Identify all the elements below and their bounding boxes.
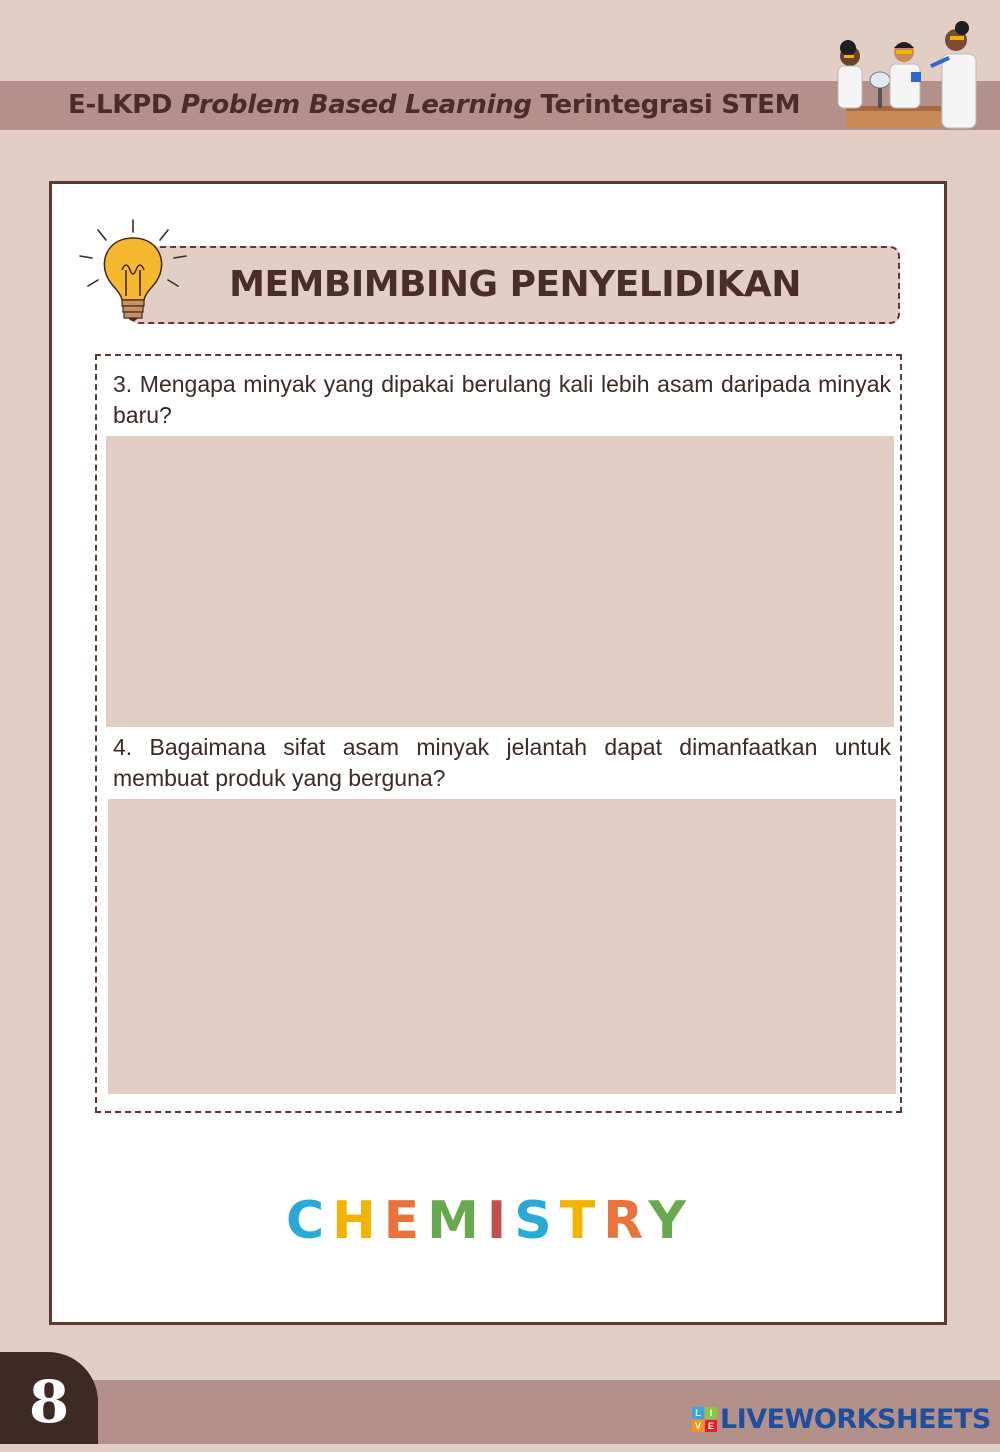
header-title-suffix: Terintegrasi STEM [531, 90, 801, 120]
chemistry-letter: S [514, 1191, 560, 1251]
chemistry-letter: C [285, 1191, 333, 1251]
question-4: 4. Bagaimana sifat asam minyak jelantah dapat dimanfaatkan untuk membuat produk yang berguna? [113, 734, 891, 791]
chemistry-word-text [286, 1191, 694, 1251]
answer-field-4[interactable] [108, 799, 896, 1094]
liveworksheets-brand: LIVEWORKSHEETS [720, 1403, 991, 1435]
logo-letter-e: E [705, 1420, 717, 1432]
lightbulb-icon [78, 218, 188, 328]
chemistry-letter: H [332, 1191, 384, 1251]
liveworksheets-logo [692, 1402, 991, 1436]
header-title [68, 86, 800, 124]
answer-field-3[interactable] [106, 436, 894, 727]
chemistry-letter: R [603, 1191, 649, 1251]
chemistry-letter: T [559, 1191, 604, 1251]
logo-letter-i: I [705, 1407, 717, 1419]
chemistry-letter: I [486, 1191, 515, 1251]
section-title: MEMBIMBING PENYELIDIKAN [229, 264, 801, 305]
chemistry-word-art [285, 1188, 695, 1251]
chemistry-letter: E [383, 1191, 428, 1251]
page-number: 8 [0, 1352, 98, 1444]
header-title-italic: Problem Based Learning [180, 90, 532, 120]
chemistry-letter: Y [648, 1191, 695, 1251]
question-3: 3. Mengapa minyak yang dipakai berulang kali lebih asam daripada minyak baru? [113, 371, 891, 428]
scientists-illustration [826, 20, 986, 132]
logo-letter-v: V [692, 1420, 704, 1432]
liveworksheets-logo-icon [692, 1407, 717, 1432]
chemistry-letter: M [427, 1191, 487, 1251]
header-title-prefix: E-LKPD [68, 90, 181, 120]
logo-letter-l: L [692, 1407, 704, 1419]
